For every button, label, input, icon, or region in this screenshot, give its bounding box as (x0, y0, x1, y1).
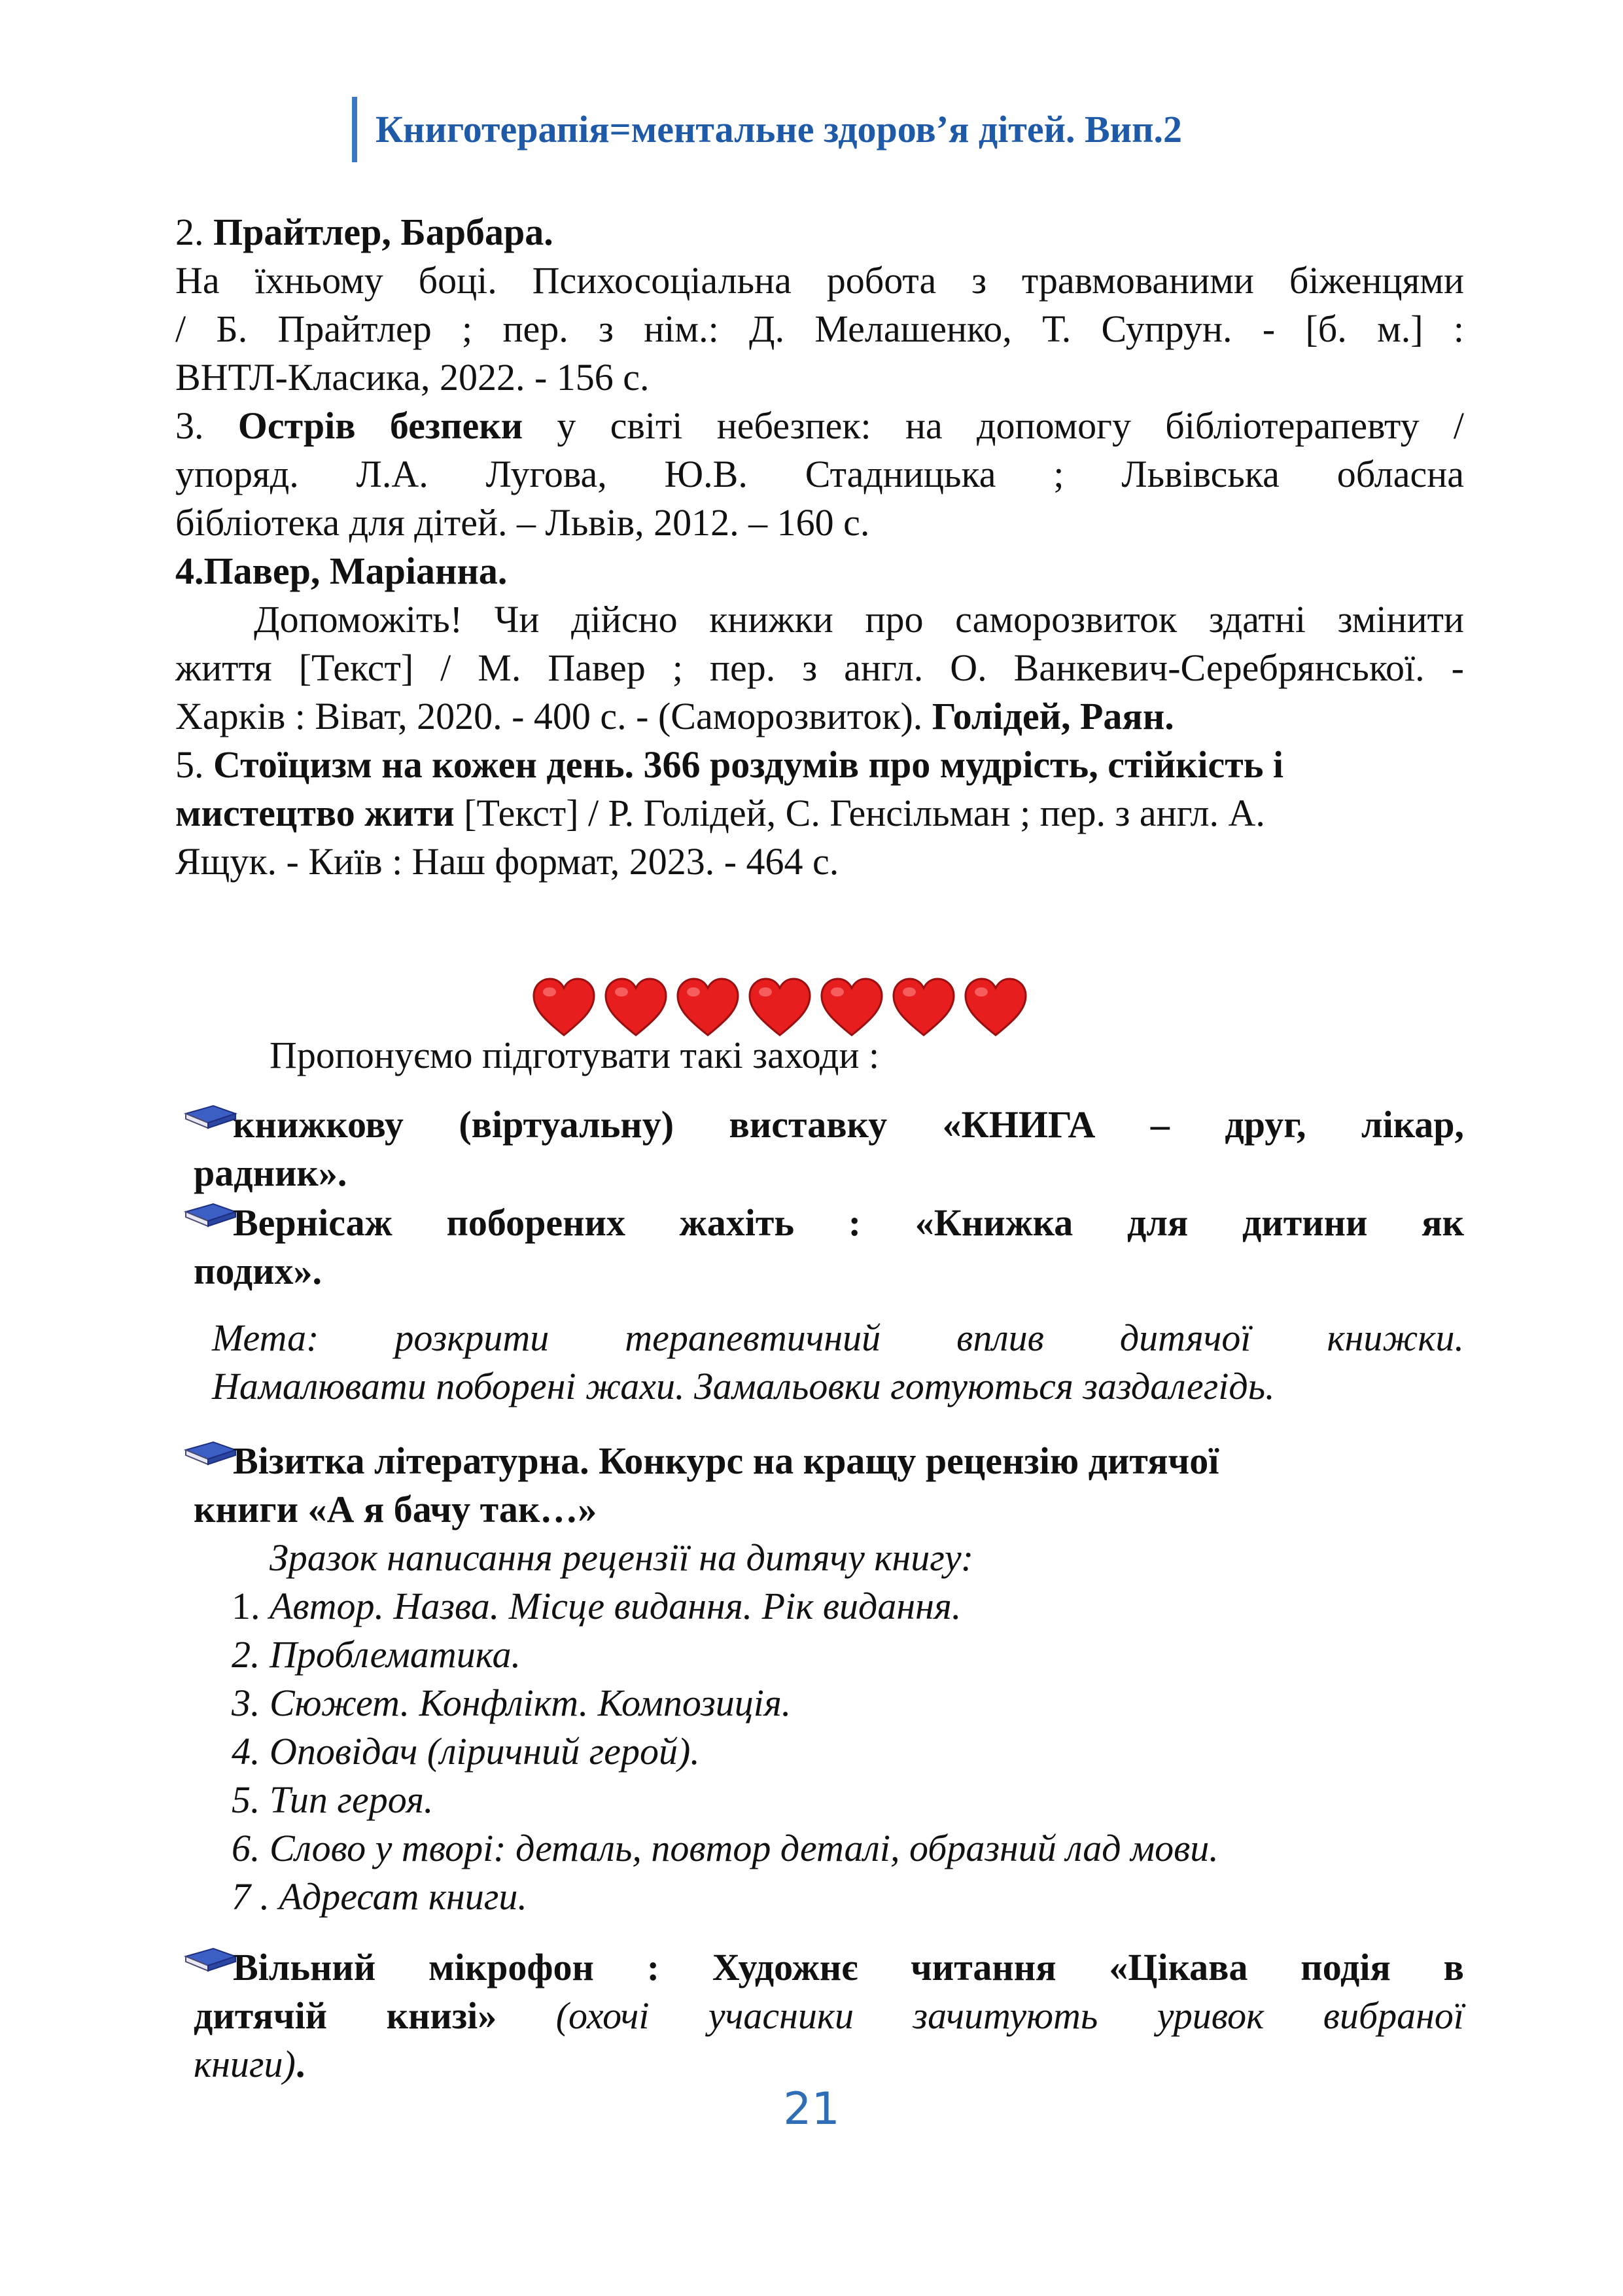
review-item: 5. Тип героя. (232, 1778, 434, 1821)
event-line-end: . (295, 2043, 305, 2085)
entry-line: бібліотека для дітей. – Львів, 2012. – 160 с. (175, 501, 870, 544)
intro-text: Пропонуємо підготувати такі заходи : (270, 1034, 880, 1076)
event-line-italic: книги) (194, 2043, 296, 2085)
entry-next-author: Голідей, Раян. (932, 695, 1174, 737)
entry-line: На їхньому боці. Психосоціальна робота з травмованими біженцями (175, 259, 1464, 302)
review-item: 4. Оповідач (ліричний герой). (232, 1730, 700, 1773)
event-line-bold: дитячій книзі» (194, 1994, 497, 2037)
bibliography-entry-4 (175, 547, 1464, 741)
entry-text: Харків : Віват, 2020. - 400 с. - (Саморозвиток). (175, 695, 923, 737)
event-line: радник». (194, 1152, 347, 1194)
heart-icon (603, 976, 669, 1039)
event-open-mic (194, 1943, 1465, 2089)
entry-title: Стоїцизм на кожен день. 366 роздумів про мудрість, стійкість і (213, 743, 1284, 786)
goal-line: Намалювати поборені жахи. Замальовки готуються заздалегідь. (212, 1365, 1275, 1407)
page-number: 21 (783, 2083, 840, 2135)
event-line: подих». (194, 1250, 323, 1292)
event-vernissage (194, 1199, 1464, 1296)
event-line: книжкову (віртуальну) виставку «КНИГА – друг, лікар, (233, 1103, 1464, 1146)
review-item: 6. Слово у творі: деталь, повтор деталі, образний лад мови. (232, 1827, 1219, 1869)
heart-icon (819, 976, 884, 1039)
event-line: Вільний мікрофон : Художнє читання «Цікава подія в (233, 1946, 1464, 1988)
hearts-divider (531, 976, 1028, 1039)
entry-line: Допоможіть! Чи дійсно книжки про саморозвиток здатні змінити (254, 598, 1464, 641)
review-item: 3. Сюжет. Конфлікт. Композиція. (232, 1682, 792, 1724)
book-icon (183, 1104, 238, 1131)
running-header (352, 97, 1182, 162)
entry-author: Прайтлер, Барбара. (213, 211, 553, 253)
entry-line: упоряд. Л.А. Лугова, Ю.В. Стадницька ; Львівська обласна (175, 453, 1464, 495)
event-line: Вернісаж поборених жахіть : «Книжка для дитини як (233, 1201, 1464, 1244)
book-icon (183, 1947, 238, 1973)
review-item: 1. Автор. Назва. Місце видання. Рік видання. (232, 1585, 962, 1627)
bibliography-entry-5 (175, 741, 1464, 886)
review-item: 7 . Адресат книги. (232, 1875, 527, 1918)
entry-line: Ящук. - Київ : Наш формат, 2023. - 464 с. (175, 840, 839, 883)
entry-number: 2. (175, 211, 204, 253)
book-icon (183, 1203, 238, 1229)
header-title: Книготерапія=ментальне здоров’я дітей. Вип.2 (375, 108, 1183, 150)
entry-line: ВНТЛ-Класика, 2022. - 156 с. (175, 356, 650, 398)
heart-icon (747, 976, 812, 1039)
entry-author: 4.Павер, Маріанна. (175, 550, 508, 592)
heart-icon (531, 976, 597, 1039)
entry-title: мистецтво жити (175, 792, 455, 834)
entry-number: 5. (175, 743, 204, 786)
entry-text: [Текст] / Р. Голідей, С. Генсільман ; пер. з англ. А. (464, 792, 1265, 834)
bibliography-entry-2 (175, 208, 1464, 402)
bibliography-entry-3 (175, 402, 1464, 547)
review-sample (232, 1534, 1464, 1921)
event-literary-card (194, 1437, 1464, 1534)
heart-icon (891, 976, 956, 1039)
goal-line: Мета: розкрити терапевтичний вплив дитячої книжки. (212, 1316, 1464, 1359)
entry-number: 3. (175, 404, 204, 447)
event-virtual-exhibition (194, 1101, 1464, 1197)
entry-title: Острів безпеки (237, 404, 523, 447)
heart-icon (675, 976, 741, 1039)
heart-icon (963, 976, 1028, 1039)
book-icon (183, 1441, 238, 1467)
entry-text: у світі небезпек: на допомогу бібліотерапевту / (557, 404, 1465, 447)
event-line: Візитка літературна. Конкурс на кращу рецензію дитячої (233, 1439, 1219, 1482)
entry-line: / Б. Прайтлер ; пер. з нім.: Д. Мелашенко, Т. Супрун. - [б. м.] : (175, 308, 1464, 350)
entry-line: життя [Текст] / М. Павер ; пер. з англ. О. Ванкевич-Серебрянської. - (175, 646, 1464, 689)
review-item: 2. Проблематика. (232, 1633, 521, 1676)
event-line: книги «А я бачу так…» (194, 1488, 597, 1530)
goal-text (212, 1314, 1464, 1411)
event-line-italic: (охочі учасники зачитують уривок вибраної (555, 1994, 1465, 2037)
review-heading: Зразок написання рецензії на дитячу книгу: (270, 1536, 974, 1579)
